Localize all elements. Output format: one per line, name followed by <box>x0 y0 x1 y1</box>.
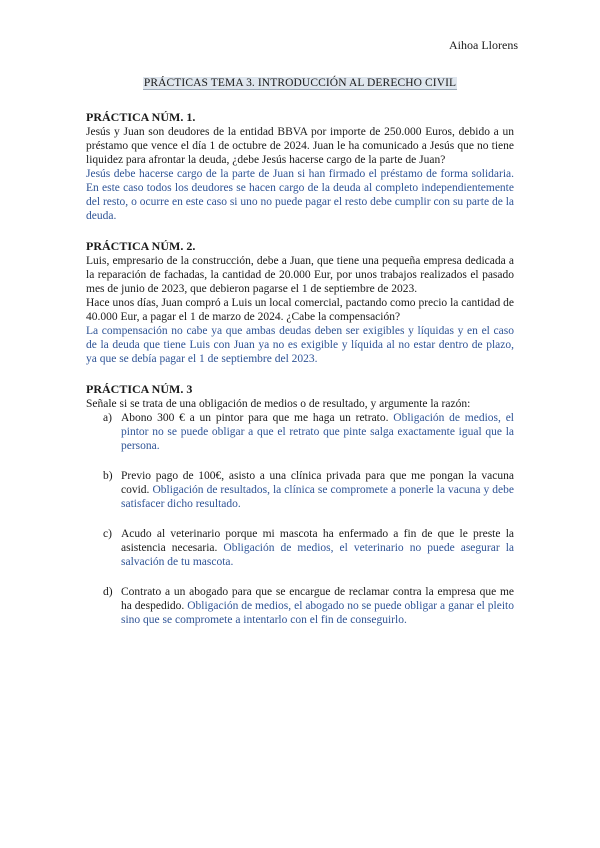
item-question: Contrato a un abogado para que se encargue de reclamar contra la empresa que me ha despedido. <box>121 586 514 612</box>
item-answer: Obligación de resultados, la clínica se compromete a ponerle la vacuna y debe satisfacer dicho resultado. <box>121 484 514 510</box>
practica-2-heading: PRÁCTICA NÚM. 2. <box>86 239 196 253</box>
list-item <box>86 585 514 627</box>
practica-1-heading: PRÁCTICA NÚM. 1. <box>86 110 196 124</box>
practica-3-section <box>86 382 514 627</box>
author-name: Aihoa Llorens <box>449 38 518 52</box>
practica-3-list <box>86 411 514 627</box>
practica-2-question-2: Hace unos días, Juan compró a Luis un local comercial, pactando como precio la cantidad de 40.000 Eur, a pagar el 1 de marzo de 2024. ¿Cabe la compensación? <box>86 297 514 323</box>
practica-2-question-1: Luis, empresario de la construcción, debe a Juan, que tiene una pequeña empresa dedicada a la reparación de fachadas, la cantidad de 20.000 Eur, por unos trabajos realizados el pasado mes de junio de 2023, que debieron pagarse el 1 de septiembre de 2023. <box>86 255 514 295</box>
practica-3-intro: Señale si se trata de una obligación de medios o de resultado, y argumente la razón: <box>86 398 471 410</box>
item-answer: Obligación de medios, el pintor no se puede obligar a que el retrato que pinte salga exactamente igual que la persona. <box>121 412 514 452</box>
item-question: Abono 300 € a un pintor para que me haga un retrato. <box>121 412 394 424</box>
practica-1-section <box>86 110 514 223</box>
item-answer: Obligación de medios, el abogado no se puede obligar a ganar el pleito sino que se compromete a intentarlo con el fin de conseguirlo. <box>121 600 514 626</box>
list-marker: c) <box>103 528 112 540</box>
page-title: PRÁCTICAS TEMA 3. INTRODUCCIÓN AL DERECHO CIVIL <box>143 77 457 89</box>
list-item <box>86 527 514 569</box>
practica-1-question: Jesús y Juan son deudores de la entidad BBVA por importe de 250.000 Euros, debido a un préstamo que vence el día 1 de octubre de 2024. Juan le ha comunicado a Jesús que no tiene liquidez para afrontar la deuda, ¿debe Jesús hacerse cargo de la parte de Juan? <box>86 126 514 166</box>
list-marker: b) <box>103 470 113 482</box>
list-item <box>86 411 514 453</box>
practica-2-answer: La compensación no cabe ya que ambas deudas deben ser exigibles y líquidas y en el caso de la deuda que tiene Luis con Juan ya no es exigible y líquida al no estar dentro de plazo, ya que se debía pagar el 1 de septiembre del 2023. <box>86 325 514 365</box>
list-marker: d) <box>103 586 113 598</box>
title-container <box>0 73 600 91</box>
practica-1-answer: Jesús debe hacerse cargo de la parte de Juan si han firmado el préstamo de forma solidaria. En este caso todos los deudores se hacen cargo de la deuda al completo independientemente del resto, o ocurre en este caso si uno no puede pagar el resto debe cumplir con su parte de la deuda. <box>86 168 514 222</box>
item-question: Acudo al veterinario porque mi mascota ha enfermado a fin de que le preste la asistencia necesaria. <box>121 528 514 554</box>
list-item <box>86 469 514 511</box>
list-marker: a) <box>103 412 112 424</box>
practica-2-section <box>86 239 514 366</box>
practica-3-heading: PRÁCTICA NÚM. 3 <box>86 382 193 396</box>
item-answer: Obligación de medios, el veterinario no puede asegurar la salvación de tu mascota. <box>121 542 514 568</box>
item-question: Previo pago de 100€, asisto a una clínica privada para que me pongan la vacuna covid. <box>121 470 514 496</box>
document-body <box>86 110 514 643</box>
